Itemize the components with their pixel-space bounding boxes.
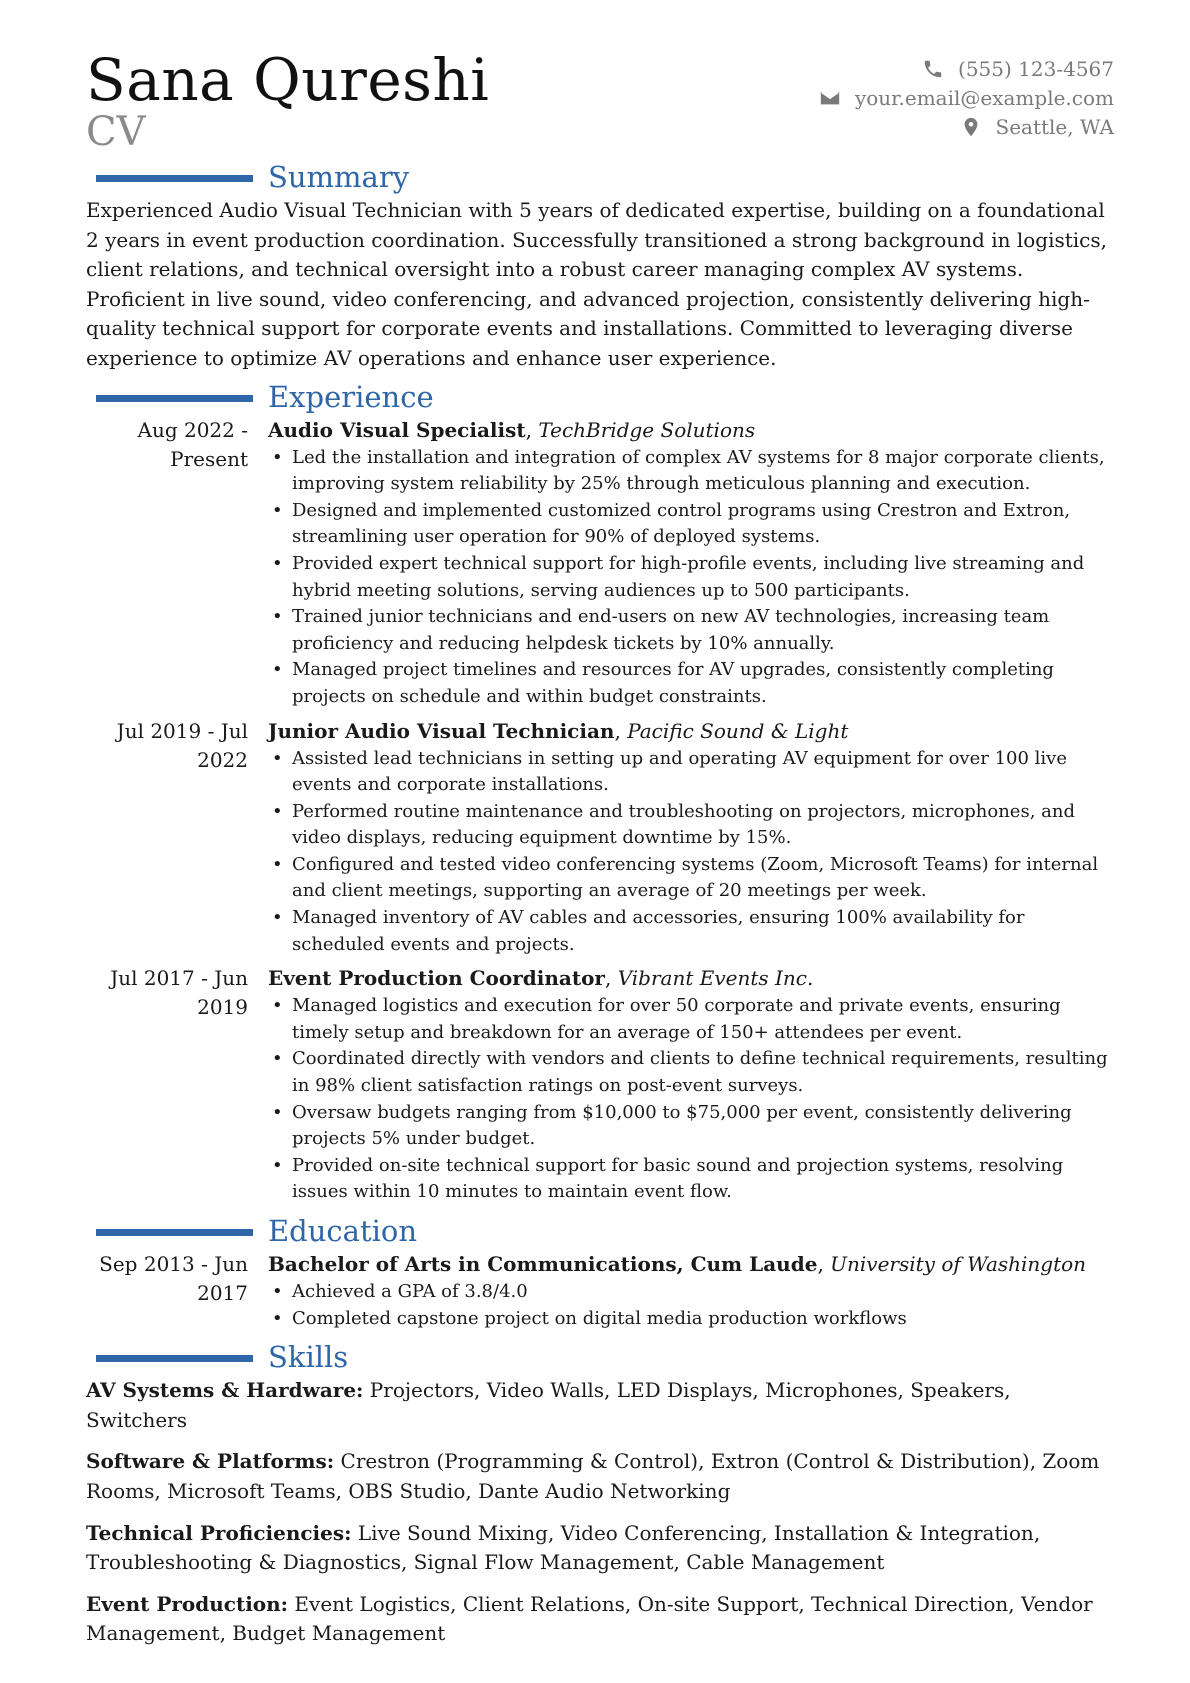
- entry-title: Audio Visual Specialist, TechBridge Solutions: [268, 417, 756, 442]
- education-entry: [86, 1250, 1114, 1332]
- job-role: Audio Visual Specialist: [268, 417, 526, 442]
- entry-date: Jul 2017 - Jun 2019: [110, 966, 248, 1020]
- bullet-item: • Oversaw budgets ranging from $10,000 to $75,000 per event, consistently delivering projects 5% under budget.: [268, 1100, 1114, 1153]
- experience-entry: [86, 416, 1114, 711]
- contact-phone: [819, 54, 1114, 83]
- bullet-list: [268, 1279, 1114, 1332]
- skill-label: Technical Proficiencies:: [86, 1520, 352, 1545]
- employer-name: Vibrant Events Inc.: [617, 966, 814, 991]
- cv-page: [86, 44, 1114, 1661]
- section-title-summary: Summary: [268, 160, 410, 194]
- skill-label: Software & Platforms:: [86, 1449, 335, 1474]
- skill-text: Crestron (Programming & Control), Extron (Control & Distribution), Zoom Rooms, Microsoft Teams, OBS Studio, Dante Audio Networking: [86, 1449, 1100, 1503]
- employer-name: TechBridge Solutions: [538, 417, 756, 442]
- bullet-item: • Provided expert technical support for high-profile events, including live streaming and hybrid meeting solutions, serving audiences up to 500 participants.: [268, 551, 1114, 604]
- skill-text: Event Logistics, Client Relations, On-site Support, Technical Direction, Vendor Management, Budget Management: [86, 1591, 1093, 1646]
- envelope-icon: [819, 87, 841, 109]
- institution-name: University of Washington: [830, 1252, 1087, 1276]
- bullet-item: • Managed inventory of AV cables and accessories, ensuring 100% availability for scheduled events and projects.: [268, 905, 1114, 958]
- email-link[interactable]: your.email@example.com: [854, 85, 1114, 110]
- skill-row: [86, 1447, 1114, 1506]
- contact-location: [819, 112, 1114, 141]
- map-pin-icon: [960, 116, 982, 138]
- section-divider-bar: [96, 175, 253, 182]
- bullet-list: [268, 445, 1114, 711]
- skill-row: [86, 1376, 1114, 1435]
- summary-paragraph: Experienced Audio Visual Technician with 5 years of dedicated expertise, building on a foundational 2 years in event production coordination. Successfully transitioned a strong background in logistics, client relations, and technical oversight into a robust career managing complex AV systems. Proficient in live sound, video conferencing, and advanced projection, consistently delivering high-quality technical support for corporate events and installations. Committed to leveraging diverse experience to optimize AV operations and enhance user experience.: [86, 198, 1108, 370]
- section-divider-bar: [96, 1229, 253, 1236]
- skill-label: Event Production:: [86, 1591, 289, 1616]
- degree-name: Bachelor of Arts in Communications, Cum Laude: [268, 1252, 818, 1276]
- bullet-item: • Designed and implemented customized control programs using Crestron and Extron, streamlining user operation for 90% of deployed systems.: [268, 498, 1114, 551]
- job-role: Junior Audio Visual Technician: [268, 718, 615, 743]
- employer-name: Pacific Sound & Light: [627, 718, 849, 743]
- document-subtitle: CV: [86, 109, 146, 155]
- bullet-item: • Provided on-site technical support for basic sound and projection systems, resolving issues within 10 minutes to maintain event flow.: [268, 1153, 1114, 1206]
- entry-title: Junior Audio Visual Technician, Pacific Sound & Light: [268, 718, 849, 743]
- section-title-education: Education: [268, 1214, 418, 1248]
- skills-heading: [86, 1338, 1114, 1376]
- summary-heading: [86, 158, 1114, 196]
- phone-icon: [922, 58, 944, 80]
- entry-date: Sep 2013 - Jun 2017: [99, 1252, 248, 1305]
- bullet-list: [268, 746, 1114, 959]
- section-divider-bar: [96, 1355, 253, 1362]
- skill-row: [86, 1519, 1114, 1578]
- header: [86, 44, 1114, 156]
- experience-entry: [86, 964, 1114, 1206]
- skill-text: Projectors, Video Walls, LED Displays, Microphones, Speakers, Switchers: [86, 1378, 1011, 1432]
- experience-entry: [86, 717, 1114, 959]
- skill-label: AV Systems & Hardware:: [86, 1378, 364, 1403]
- entry-date: Jul 2019 - Jul 2022: [116, 718, 248, 772]
- bullet-item: • Trained junior technicians and end-users on new AV technologies, increasing team proficiency and reducing helpdesk tickets by 10% annually.: [268, 604, 1114, 657]
- section-title-experience: Experience: [268, 379, 434, 414]
- candidate-name: Sana Qureshi: [86, 46, 490, 114]
- bullet-item: • Achieved a GPA of 3.8/4.0: [268, 1279, 1114, 1306]
- skill-text: Live Sound Mixing, Video Conferencing, Installation & Integration, Troubleshooting & Diagnostics, Signal Flow Management, Cable Management: [86, 1520, 1041, 1575]
- experience-heading: [86, 378, 1114, 416]
- entry-title: Bachelor of Arts in Communications, Cum Laude, University of Washington: [268, 1252, 1087, 1276]
- bullet-item: • Managed project timelines and resources for AV upgrades, consistently completing projects on schedule and within budget constraints.: [268, 657, 1114, 710]
- education-heading: [86, 1212, 1114, 1250]
- entry-title: Event Production Coordinator, Vibrant Events Inc.: [268, 966, 814, 991]
- contact-block: [819, 54, 1114, 141]
- job-role: Event Production Coordinator: [268, 966, 605, 991]
- bullet-item: • Led the installation and integration of complex AV systems for 8 major corporate clients, improving system reliability by 25% through meticulous planning and execution.: [268, 445, 1114, 498]
- contact-email: [819, 83, 1114, 112]
- section-title-skills: Skills: [268, 1340, 349, 1375]
- bullet-item: • Coordinated directly with vendors and clients to define technical requirements, resulting in 98% client satisfaction ratings on post-event surveys.: [268, 1046, 1114, 1099]
- location-text: Seattle, WA: [995, 114, 1114, 139]
- bullet-item: • Configured and tested video conferencing systems (Zoom, Microsoft Teams) for internal and client meetings, supporting an average of 20 meetings per week.: [268, 852, 1114, 905]
- bullet-item: • Assisted lead technicians in setting up and operating AV equipment for over 100 live events and corporate installations.: [268, 746, 1114, 799]
- section-divider-bar: [96, 395, 253, 402]
- skill-row: [86, 1590, 1114, 1649]
- bullet-item: • Managed logistics and execution for over 50 corporate and private events, ensuring timely setup and breakdown for an average of 150+ attendees per event.: [268, 993, 1114, 1046]
- bullet-item: • Completed capstone project on digital media production workflows: [268, 1306, 1114, 1333]
- bullet-list: [268, 993, 1114, 1206]
- entry-date: Aug 2022 - Present: [137, 417, 248, 471]
- phone-text: (555) 123-4567: [958, 56, 1114, 81]
- bullet-item: • Performed routine maintenance and troubleshooting on projectors, microphones, and video displays, reducing equipment downtime by 15%.: [268, 799, 1114, 852]
